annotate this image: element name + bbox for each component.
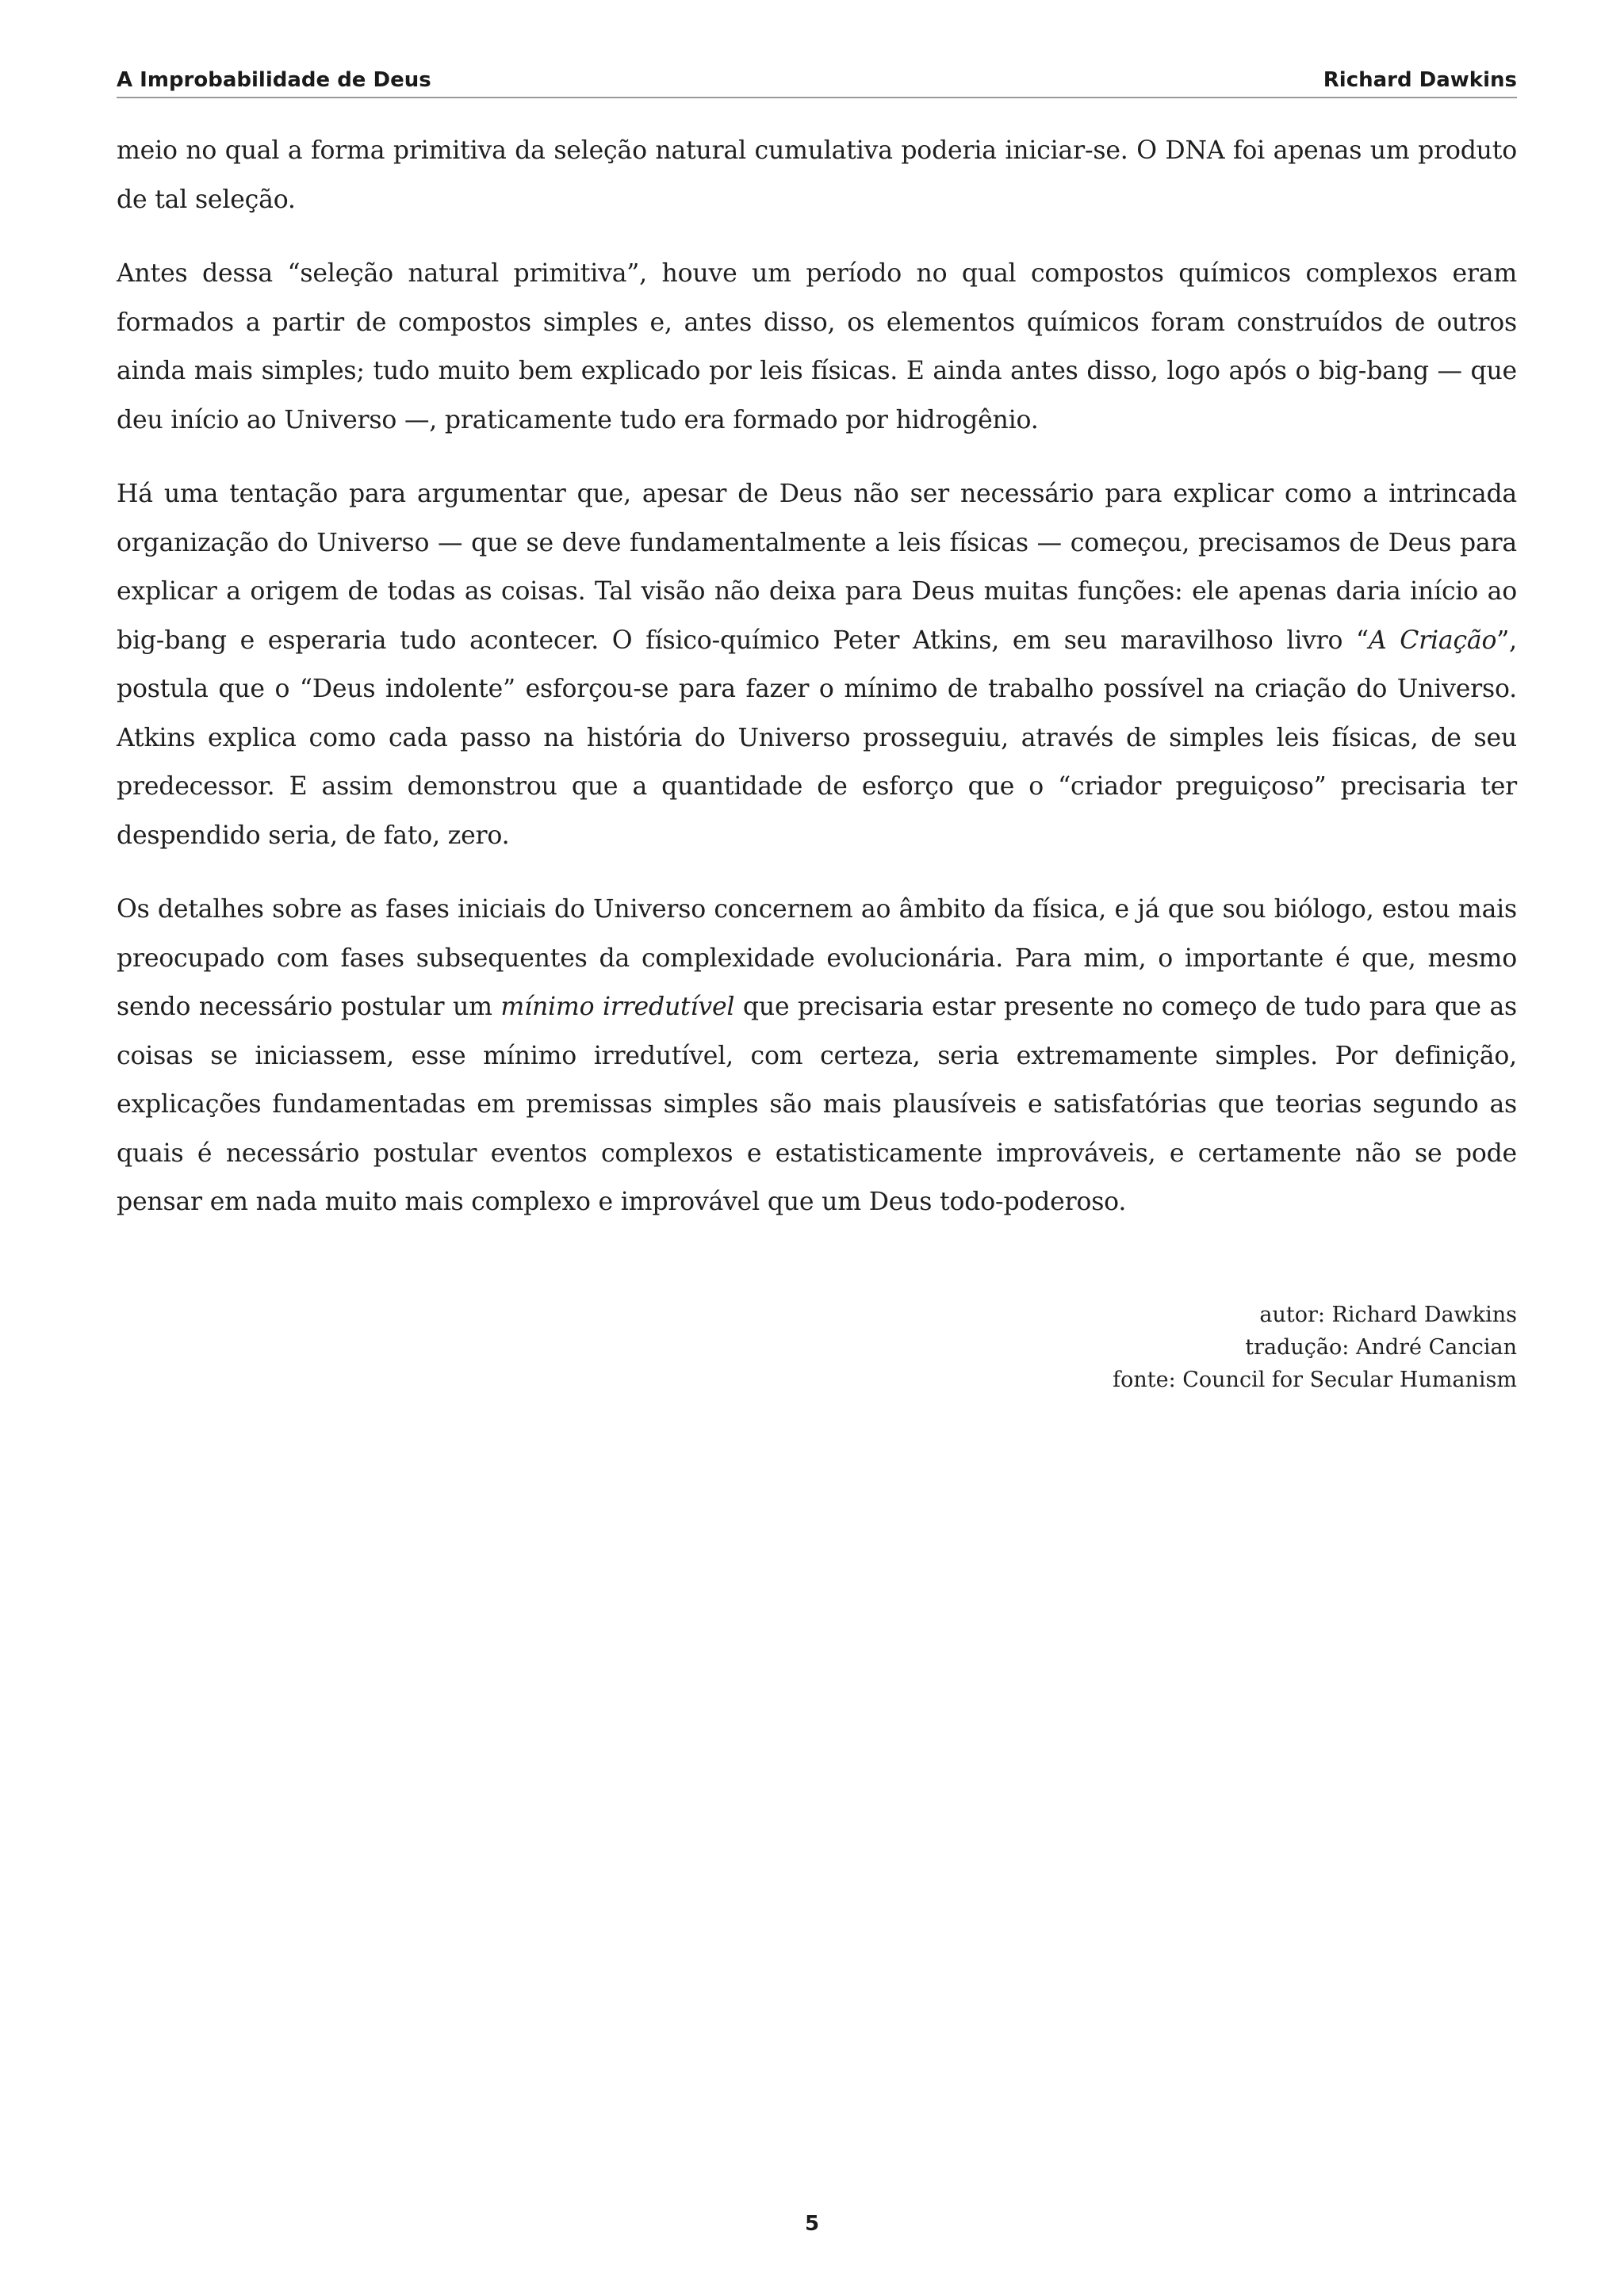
paragraph-2-text: Antes dessa “seleção natural primitiva”, houve um período no qual compostos químicos complexos eram formados a partir de compostos simples e, antes disso, os elementos químicos foram construídos de outros ainda mais simples; tudo muito bem explicado por leis físicas. E ainda antes disso, logo após o big-bang — que deu início ao Universo —, praticamente tudo era formado por hidrogênio. (117, 259, 1517, 434)
paragraph-2 (117, 250, 1517, 445)
paragraph-3-text-b: ”, postula que o “Deus indolente” esforçou-se para fazer o mínimo de trabalho possível na criação do Universo. Atkins explica como cada passo na história do Universo prosseguiu, através de simples leis físicas, de seu predecessor. E assim demonstrou que a quantidade de esforço que o “criador preguiçoso” precisaria ter despendido seria, de fato, zero. (117, 626, 1517, 850)
running-header (117, 63, 1517, 98)
paragraph-4-text-b: que precisaria estar presente no começo de tudo para que as coisas se iniciassem, esse mínimo irredutível, com certeza, seria extremamente simples. Por definição, explicações fundamentadas em premissas simples são mais plausíveis e satisfatórias que teorias segundo as quais é necessário postular eventos complexos e estatisticamente improváveis, e certamente não se pode pensar em nada muito mais complexo e improvável que um Deus todo-poderoso. (117, 993, 1517, 1216)
header-title: A Improbabilidade de Deus (117, 68, 431, 92)
page-number: 5 (804, 2212, 820, 2236)
paragraph-3 (117, 470, 1517, 860)
paragraph-1 (117, 127, 1517, 224)
paragraph-4-text-a: Os detalhes sobre as fases iniciais do Universo concernem ao âmbito da física, e já que sou biólogo, estou mais preocupado com fases subsequentes da complexidade evolucionária. Para mim, o importante é que, mesmo sendo necessário postular um (117, 895, 1517, 1021)
header-author: Richard Dawkins (1323, 68, 1517, 92)
credit-translation: tradução: André Cancian (1245, 1335, 1517, 1360)
paragraph-4 (117, 886, 1517, 1227)
book-title-italic: A Criação (1368, 626, 1497, 655)
body-text (117, 127, 1517, 1253)
emphasis-italic: mínimo irredutível (500, 993, 735, 1021)
credit-source: fonte: Council for Secular Humanism (1113, 1368, 1517, 1392)
paragraph-3-text-a: Há uma tentação para argumentar que, apesar de Deus não ser necessário para explicar como a intrincada organização do Universo — que se deve fundamentalmente a leis físicas — começou, precisamos de Deus para explicar a origem de todas as coisas. Tal visão não deixa para Deus muitas funções: ele apenas daria início ao big-bang e esperaria tudo acontecer. O físico-químico Peter Atkins, em seu maravilhoso livro “ (117, 480, 1517, 655)
paragraph-1-text: meio no qual a forma primitiva da seleção natural cumulativa poderia iniciar-se. O DNA foi apenas um produto de tal seleção. (117, 136, 1517, 214)
credit-author: autor: Richard Dawkins (1259, 1303, 1517, 1327)
credits-block (1113, 1299, 1517, 1396)
